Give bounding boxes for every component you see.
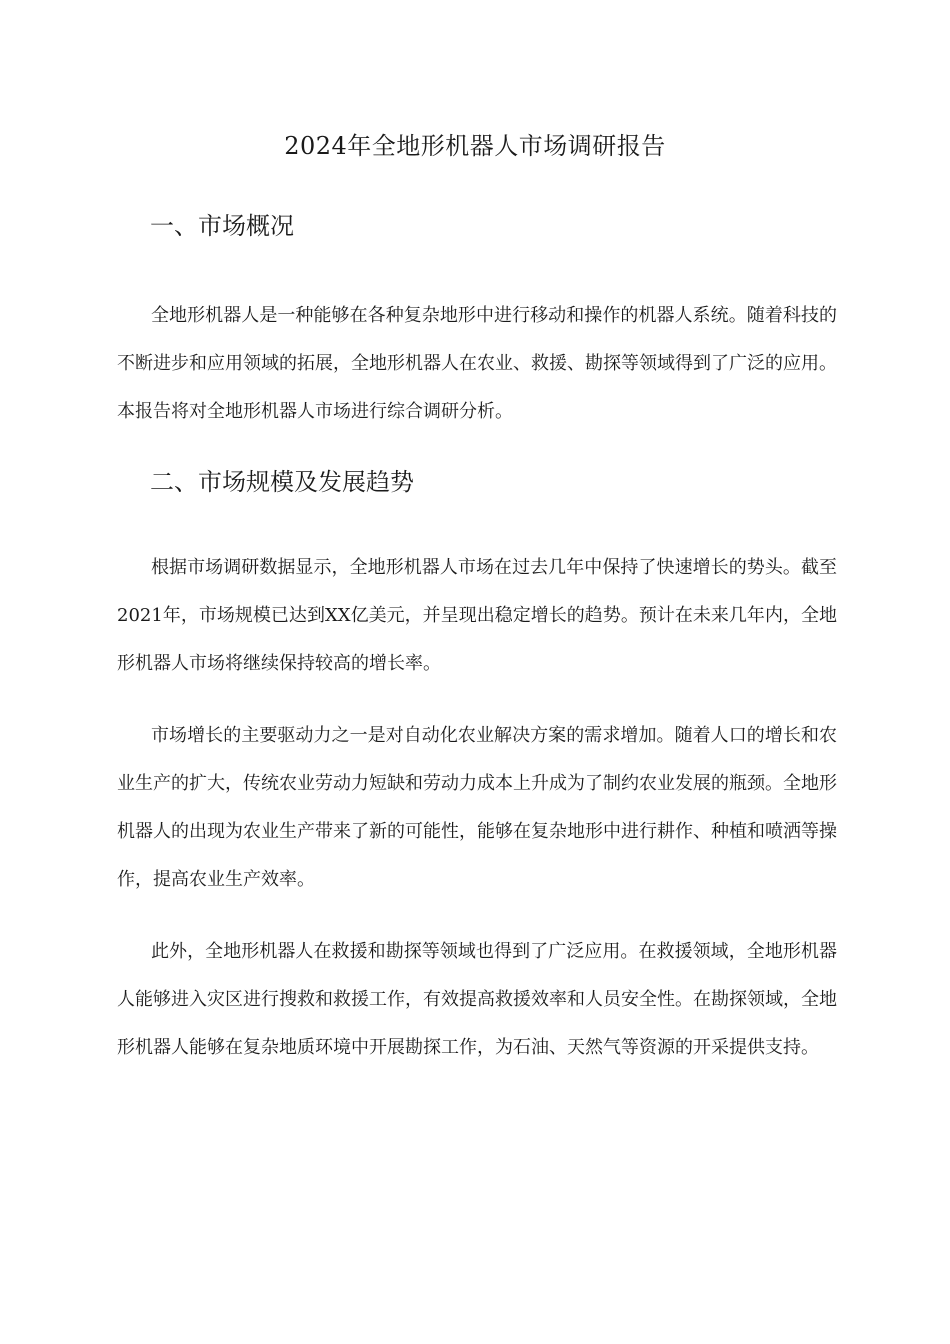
document-title: 2024年全地形机器人市场调研报告	[284, 132, 666, 160]
paragraph-growth-drivers: 市场增长的主要驱动力之一是对自动化农业解决方案的需求增加。随着人口的增长和农业生产的扩大，传统农业劳动力短缺和劳动力成本上升成为了制约农业发展的瓶颈。全地形机器人的出现为农业生产带来了新的可能性，能够在复杂地形中进行耕作、种植和喷洒等操作，提高农业生产效率。	[117, 725, 837, 890]
paragraph-rescue-exploration: 此外，全地形机器人在救援和勘探等领域也得到了广泛应用。在救援领域，全地形机器人能够进入灾区进行搜救和救援工作，有效提高救援效率和人员安全性。在勘探领域，全地形机器人能够在复杂地质环境中开展勘探工作，为石油、天然气等资源的开采提供支持。	[117, 941, 837, 1058]
paragraph-market-size: 根据市场调研数据显示，全地形机器人市场在过去几年中保持了快速增长的势头。截至2021年，市场规模已达到XX亿美元，并呈现出稳定增长的趋势。预计在未来几年内，全地形机器人市场将继续保持较高的增长率。	[117, 557, 837, 674]
section-heading-market-overview: 一、市场概况	[150, 212, 294, 240]
section-heading-market-size: 二、市场规模及发展趋势	[150, 468, 414, 496]
paragraph-market-overview: 全地形机器人是一种能够在各种复杂地形中进行移动和操作的机器人系统。随着科技的不断进步和应用领域的拓展，全地形机器人在农业、救援、勘探等领域得到了广泛的应用。本报告将对全地形机器人市场进行综合调研分析。	[117, 305, 837, 422]
